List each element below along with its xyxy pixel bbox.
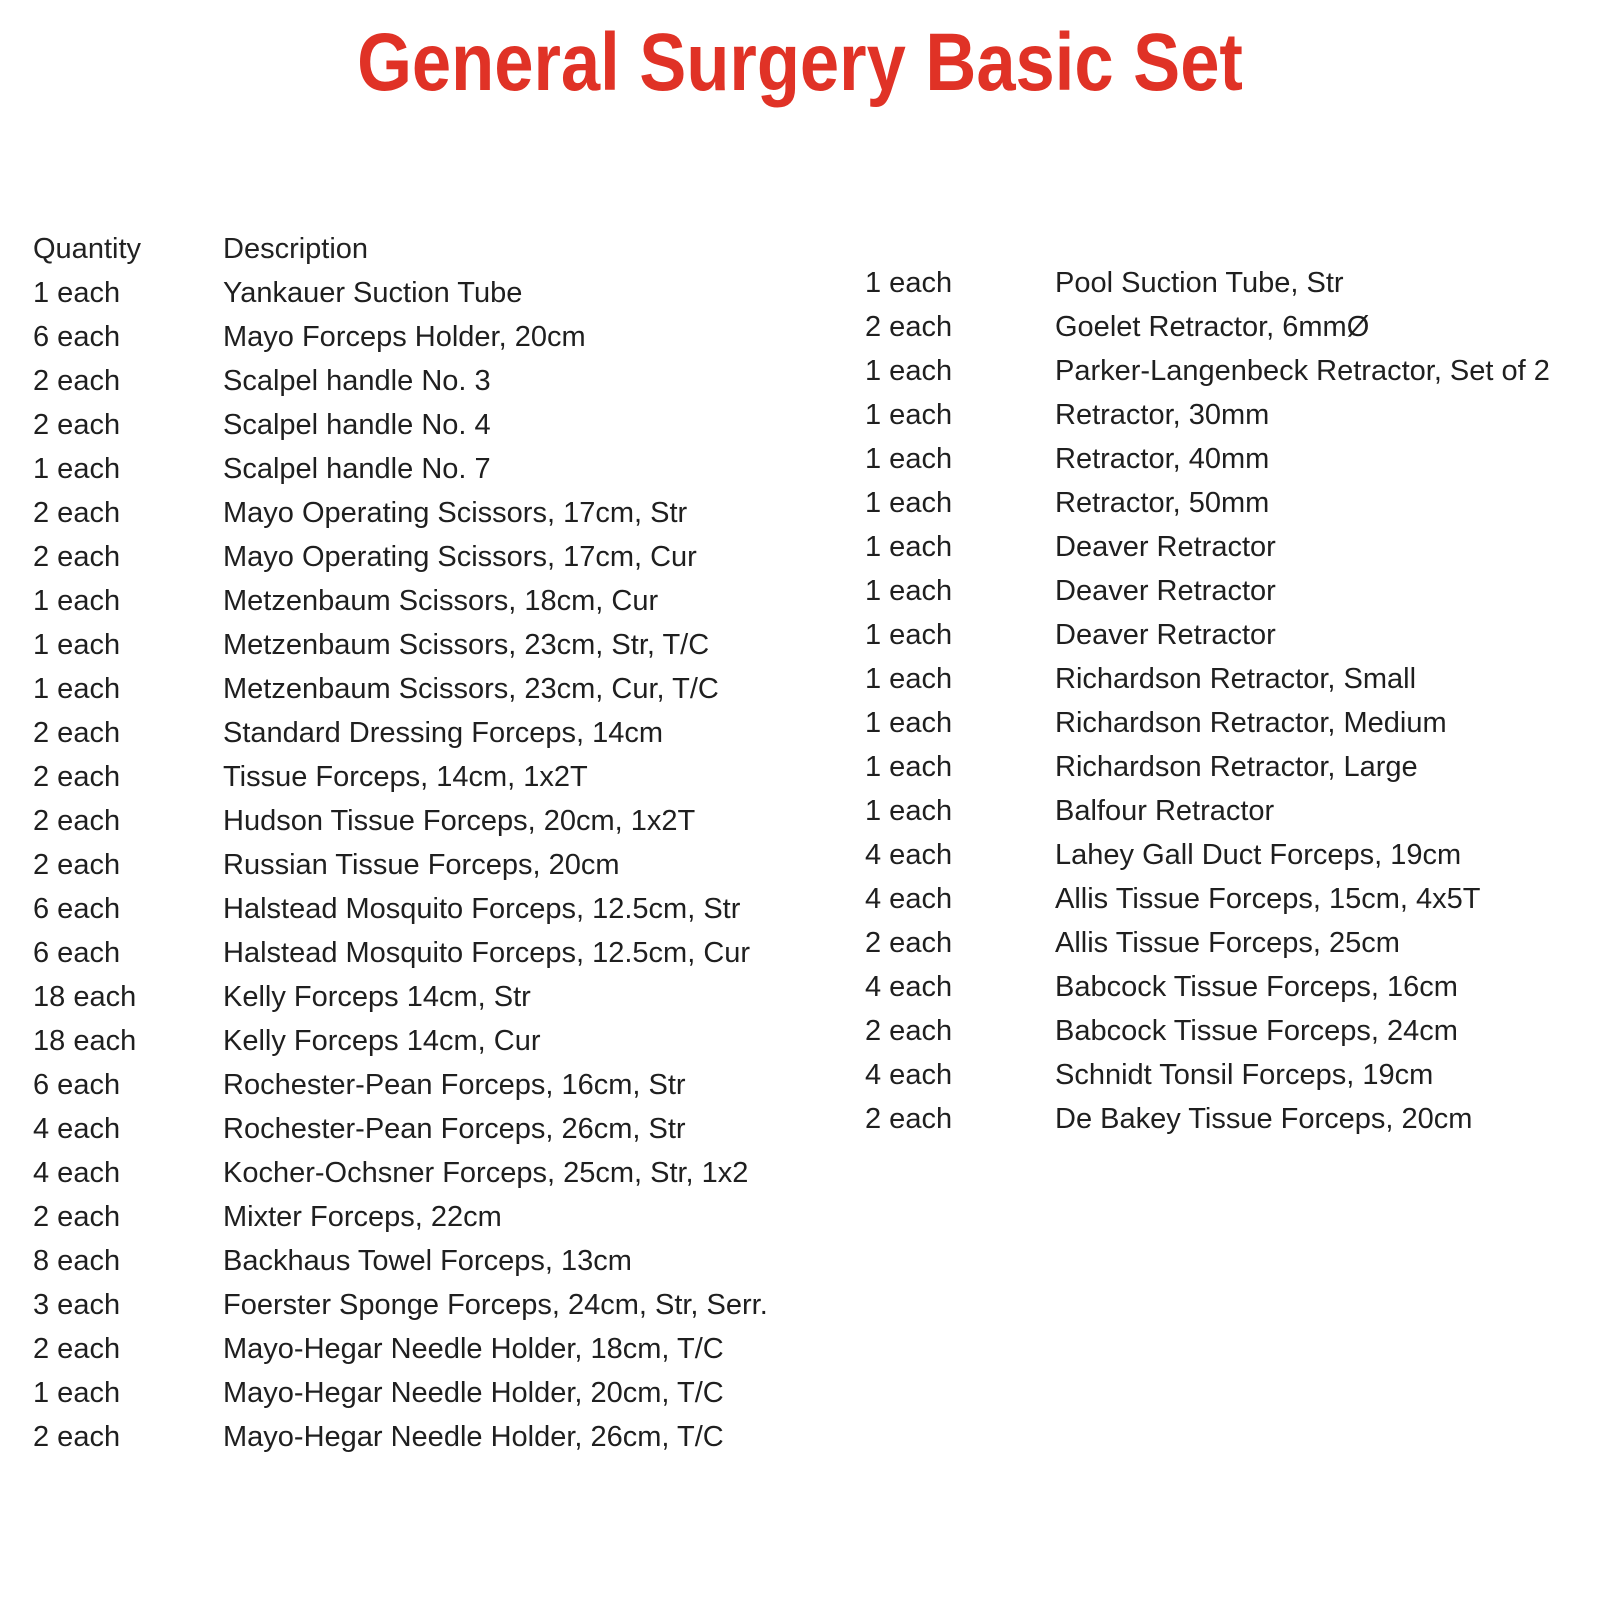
item-description: Mayo Forceps Holder, 20cm xyxy=(223,321,586,353)
item-description: Metzenbaum Scissors, 18cm, Cur xyxy=(223,585,659,617)
item-description: Allis Tissue Forceps, 15cm, 4x5T xyxy=(1055,883,1481,915)
item-description: Mixter Forceps, 22cm xyxy=(223,1201,502,1233)
item-description: Rochester-Pean Forceps, 26cm, Str xyxy=(223,1113,686,1145)
item-description: Scalpel handle No. 4 xyxy=(223,409,491,441)
item-quantity: 1 each xyxy=(865,487,953,519)
item-description: Halstead Mosquito Forceps, 12.5cm, Str xyxy=(223,893,741,925)
item-quantity: 1 each xyxy=(865,795,953,827)
item-description: Goelet Retractor, 6mmØ xyxy=(1055,311,1370,343)
item-quantity: 2 each xyxy=(33,717,121,749)
item-description: Metzenbaum Scissors, 23cm, Str, T/C xyxy=(223,629,710,661)
item-quantity: 6 each xyxy=(33,893,121,925)
item-description: Scalpel handle No. 7 xyxy=(223,453,491,485)
item-description: Kocher-Ochsner Forceps, 25cm, Str, 1x2 xyxy=(223,1157,749,1189)
item-quantity: 4 each xyxy=(865,839,953,871)
item-description: Pool Suction Tube, Str xyxy=(1055,267,1344,299)
item-description: Russian Tissue Forceps, 20cm xyxy=(223,849,620,881)
item-quantity: 1 each xyxy=(865,619,953,651)
item-quantity: 1 each xyxy=(865,707,953,739)
item-quantity: 2 each xyxy=(33,409,121,441)
item-description: Mayo-Hegar Needle Holder, 26cm, T/C xyxy=(223,1421,724,1453)
item-description: De Bakey Tissue Forceps, 20cm xyxy=(1055,1103,1473,1135)
item-description: Babcock Tissue Forceps, 24cm xyxy=(1055,1015,1458,1047)
item-quantity: 8 each xyxy=(33,1245,121,1277)
item-quantity: 4 each xyxy=(865,883,953,915)
item-quantity: 4 each xyxy=(865,971,953,1003)
item-description: Deaver Retractor xyxy=(1055,619,1276,651)
item-quantity: 1 each xyxy=(865,443,953,475)
item-quantity: 18 each xyxy=(33,1025,137,1057)
item-quantity: 2 each xyxy=(865,1103,953,1135)
item-quantity: 6 each xyxy=(33,321,121,353)
page-title: General Surgery Basic Set xyxy=(357,17,1243,108)
item-description: Kelly Forceps 14cm, Cur xyxy=(223,1025,541,1057)
item-description: Yankauer Suction Tube xyxy=(223,277,523,309)
item-description: Deaver Retractor xyxy=(1055,531,1276,563)
item-description: Allis Tissue Forceps, 25cm xyxy=(1055,927,1400,959)
item-description: Lahey Gall Duct Forceps, 19cm xyxy=(1055,839,1462,871)
item-description: Retractor, 40mm xyxy=(1055,443,1270,475)
item-description: Rochester-Pean Forceps, 16cm, Str xyxy=(223,1069,686,1101)
item-description: Deaver Retractor xyxy=(1055,575,1276,607)
item-description: Mayo-Hegar Needle Holder, 20cm, T/C xyxy=(223,1377,724,1409)
item-quantity: 1 each xyxy=(33,629,121,661)
item-quantity: 2 each xyxy=(865,927,953,959)
item-quantity: 18 each xyxy=(33,981,137,1013)
item-quantity: 3 each xyxy=(33,1289,121,1321)
item-description: Mayo Operating Scissors, 17cm, Cur xyxy=(223,541,697,573)
item-quantity: 2 each xyxy=(33,849,121,881)
item-quantity: 1 each xyxy=(33,585,121,617)
item-description: Babcock Tissue Forceps, 16cm xyxy=(1055,971,1458,1003)
item-description: Richardson Retractor, Small xyxy=(1055,663,1417,695)
item-quantity: 2 each xyxy=(33,1333,121,1365)
item-quantity: 1 each xyxy=(33,453,121,485)
item-description: Parker-Langenbeck Retractor, Set of 2 xyxy=(1055,355,1550,387)
item-description: Scalpel handle No. 3 xyxy=(223,365,491,397)
item-description: Richardson Retractor, Medium xyxy=(1055,707,1447,739)
item-quantity: 1 each xyxy=(865,355,953,387)
item-quantity: 2 each xyxy=(33,365,121,397)
item-description: Mayo Operating Scissors, 17cm, Str xyxy=(223,497,688,529)
item-quantity: 1 each xyxy=(865,751,953,783)
item-description: Halstead Mosquito Forceps, 12.5cm, Cur xyxy=(223,937,751,969)
item-quantity: 1 each xyxy=(865,267,953,299)
item-quantity: 2 each xyxy=(865,1015,953,1047)
item-description: Tissue Forceps, 14cm, 1x2T xyxy=(223,761,588,793)
item-quantity: 6 each xyxy=(33,937,121,969)
item-quantity: 4 each xyxy=(865,1059,953,1091)
item-quantity: 1 each xyxy=(33,1377,121,1409)
item-description: Schnidt Tonsil Forceps, 19cm xyxy=(1055,1059,1434,1091)
item-quantity: 6 each xyxy=(33,1069,121,1101)
item-description: Mayo-Hegar Needle Holder, 18cm, T/C xyxy=(223,1333,724,1365)
item-quantity: 1 each xyxy=(33,277,121,309)
item-description: Retractor, 50mm xyxy=(1055,487,1270,519)
item-quantity: 2 each xyxy=(865,311,953,343)
item-description: Retractor, 30mm xyxy=(1055,399,1270,431)
item-quantity: 1 each xyxy=(33,673,121,705)
description-header: Description xyxy=(223,233,369,265)
item-quantity: 2 each xyxy=(33,541,121,573)
item-quantity: 2 each xyxy=(33,761,121,793)
item-description: Foerster Sponge Forceps, 24cm, Str, Serr. xyxy=(223,1289,768,1321)
item-description: Hudson Tissue Forceps, 20cm, 1x2T xyxy=(223,805,696,837)
item-description: Standard Dressing Forceps, 14cm xyxy=(223,717,664,749)
item-quantity: 4 each xyxy=(33,1157,121,1189)
item-quantity: 2 each xyxy=(33,1421,121,1453)
item-quantity: 2 each xyxy=(33,1201,121,1233)
item-description: Kelly Forceps 14cm, Str xyxy=(223,981,531,1013)
item-description: Backhaus Towel Forceps, 13cm xyxy=(223,1245,632,1277)
item-quantity: 4 each xyxy=(33,1113,121,1145)
item-description: Metzenbaum Scissors, 23cm, Cur, T/C xyxy=(223,673,719,705)
item-description: Balfour Retractor xyxy=(1055,795,1275,827)
item-description: Richardson Retractor, Large xyxy=(1055,751,1418,783)
item-quantity: 2 each xyxy=(33,497,121,529)
item-quantity: 1 each xyxy=(865,531,953,563)
item-quantity: 1 each xyxy=(865,663,953,695)
quantity-header: Quantity xyxy=(33,233,141,265)
item-quantity: 1 each xyxy=(865,399,953,431)
item-quantity: 2 each xyxy=(33,805,121,837)
item-quantity: 1 each xyxy=(865,575,953,607)
